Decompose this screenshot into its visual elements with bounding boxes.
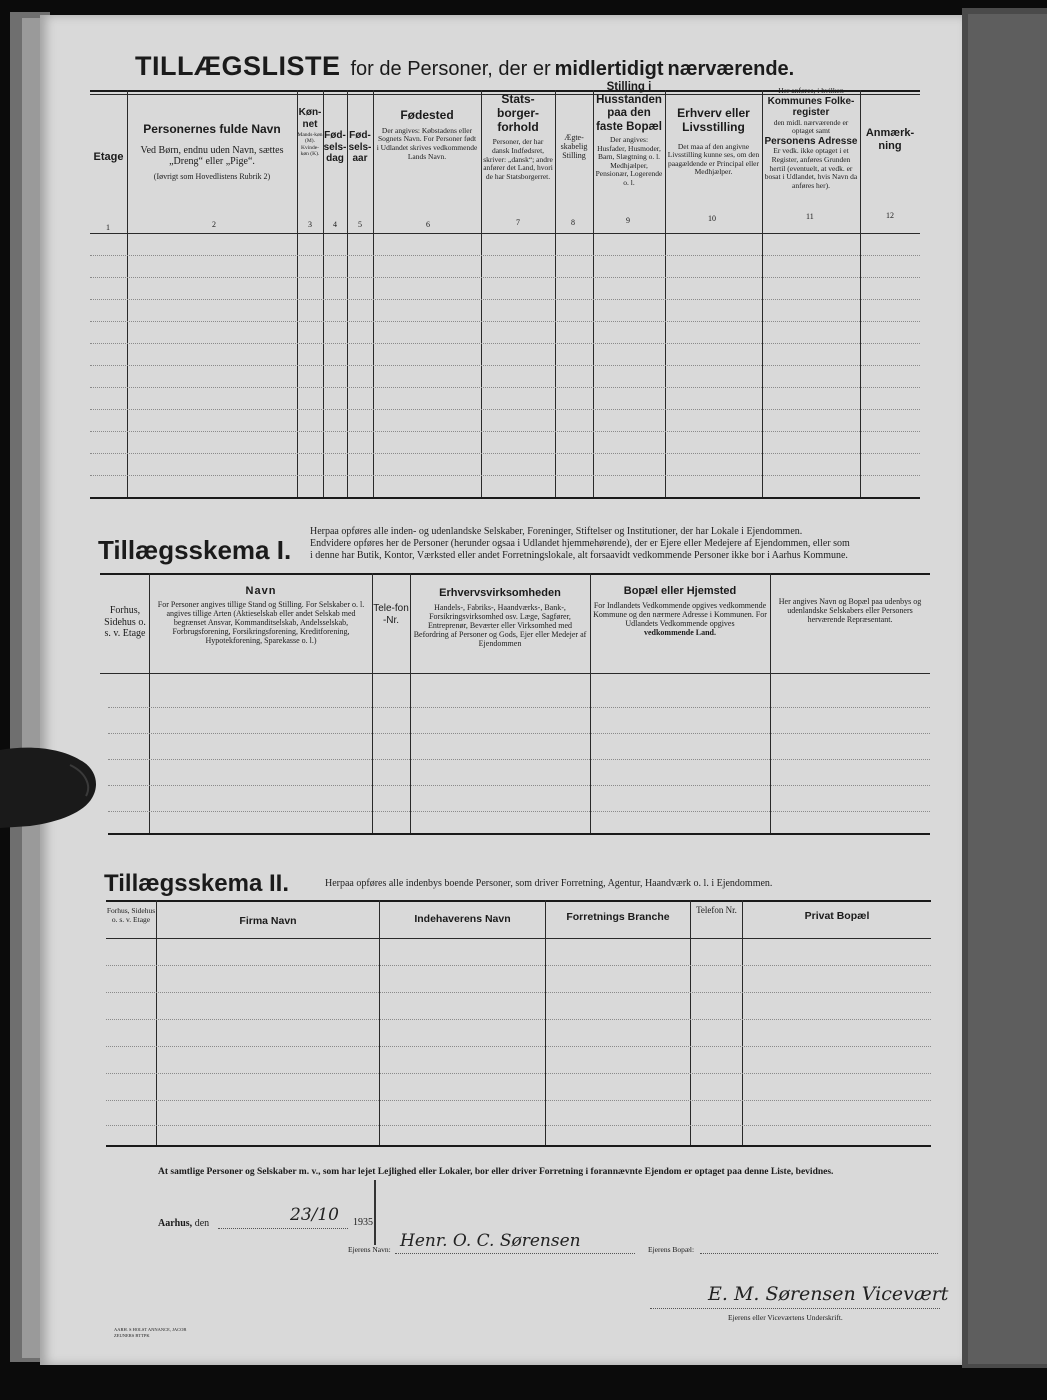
schema2-head-branche: Forretnings Branche: [566, 911, 670, 923]
schema1-head-navn: Navn For Personer angives tillige Stand og Stilling. For Selskaber o. l. angives tillige Arten (Aktieselskab eller andet Selskab med begrænset Ansvar, Kommanditselskab, Andelsselskab, Forbrugsforening, Forsikringsforening, Kreditforening, Hypotekforening, Sparekasse o. l.): [157, 585, 365, 646]
col-num: 1: [106, 223, 110, 232]
list-head-fodselsaar: Fød-sels-aar: [348, 130, 372, 164]
list-row-line: [90, 299, 920, 300]
list-row-line: [90, 387, 920, 388]
footer-year: 1935: [353, 1217, 373, 1228]
col-num: 8: [571, 218, 575, 227]
schema2-head-indehaver: Indehaverens Navn: [414, 913, 511, 925]
list-col-line: [373, 90, 374, 497]
schema2-col-line: [742, 900, 743, 1145]
list-col-line: [481, 90, 482, 497]
title-emph: midlertidigt: [554, 58, 664, 80]
footer-statement: At samtlige Personer og Selskaber m. v., som har lejet Lejlighed eller Lokaler, bor eller driver Forretning i forannævnte Ejendom er optaget paa denne Liste, bevidnes.: [158, 1167, 834, 1177]
list-head-anmaerkning: Anmærk-ning: [865, 127, 915, 152]
schema1-col-line: [149, 573, 150, 833]
schema1-intro: Herpaa opføres alle inden- og udenlandske Selskaber, Foreninger, Stiftelser og Institutioner, der har Lokale i Ejendommen. Endvidere opføres her de Personer (herunder ogsaa i Udlandet hjemmehørende), der er Ejere eller Medejere af Ejendommen, eller som i denne har Butik, Kontor, Værksted eller andet Forretningslokale, alt forsaavidt vedkommende Personer ikke bor i Aarhus Kommune.: [310, 526, 850, 561]
col-num: 6: [426, 220, 430, 229]
list-bottom-rule: [90, 497, 920, 499]
schema2-head-bopael: Privat Bopæl: [804, 910, 870, 922]
list-head-statsborger: Stats-borger-forhold Personer, der har dansk Indfødsret, skriver: „dansk“; andre anfører det Land, hvori de har Statsborgerret.: [483, 92, 553, 181]
schema1-col-line: [590, 573, 591, 833]
pen-stroke: [374, 1180, 376, 1245]
schema2-row-line: [106, 1125, 931, 1126]
list-head-navn: Personernes fulde Navn Ved Børn, endnu uden Navn, sættes „Dreng“ eller „Pige“. (Iøvrigt som Hovedlistens Rubrik 2): [140, 122, 284, 181]
thumb-shape: [0, 740, 112, 840]
schema2-intro: Herpaa opføres alle indenbys boende Personer, som driver Forretning, Agentur, Haandværk o. l. i Ejendommen.: [325, 878, 773, 889]
schema1-head-erhverv: Erhvervsvirksomheden Handels-, Fabriks-, Haandværks-, Bank-, Forsikringsvirksomhed osv. Læge, Sagfører, Entreprenør, Beværter eller Virksomhed med Befordring af Personer og Gods, Ejer eller Medejer af Ejendommen: [413, 587, 587, 649]
title-rest-pre: for de Personer, der er: [350, 58, 551, 80]
list-head-stilling: Stilling i Husstanden paa den faste Bopæl Der angives: Husfader, Husmoder, Barn, Slægtning o. l. Medhjælper, Pensionær, Logerende o. l.: [595, 81, 663, 187]
list-row-line: [90, 343, 920, 344]
owner-name-line: [395, 1253, 635, 1254]
schema2-row-line: [106, 992, 931, 993]
owner-label: Ejerens Navn:: [348, 1245, 391, 1254]
col-num: 5: [358, 220, 362, 229]
schema1-col-line: [410, 573, 411, 833]
col-num: 2: [212, 220, 216, 229]
footer-date-line: [158, 1218, 209, 1229]
col-num: 9: [626, 216, 630, 225]
col-num: 7: [516, 218, 520, 227]
list-row-line: [90, 321, 920, 322]
schema2-bottom-rule: [106, 1145, 931, 1147]
owner-address-label: Ejerens Bopæl:: [648, 1245, 695, 1254]
schema1-bottom-rule: [108, 833, 930, 835]
signature-line: [650, 1308, 940, 1309]
list-head-folkeregister: Her anføres, i hvilken Kommunes Folke-register den midl. nærværende er optaget samt Personens Adresse Er vedk. ikke optaget i et Register, anføres Grunden hertil (eventuelt, at vedk. er bosat i Udlandet, hvis Navn da anføres her).: [764, 86, 858, 190]
schema2-col-line: [690, 900, 691, 1145]
form-page: [40, 15, 962, 1365]
schema1-row-line: [108, 733, 930, 734]
list-head-fodested: Fødested Der angives: Købstadens eller Sognets Navn. For Personer født i Udlandet skrives vedkommende Lands Navn.: [376, 108, 478, 161]
schema1-header-rule: [100, 673, 930, 674]
list-row-line: [90, 409, 920, 410]
list-row-line: [90, 255, 920, 256]
list-head-aegteskab: Ægte-skabelig Stilling: [560, 133, 588, 161]
schema2-row-line: [106, 1046, 931, 1047]
schema2-col-line: [379, 900, 380, 1145]
list-head-fodselsdag: Fød-sels-dag: [323, 130, 347, 164]
schema1-row-line: [108, 707, 930, 708]
schema1-row-line: [108, 785, 930, 786]
schema2-header-rule: [106, 938, 931, 939]
schema1-top-rule: [100, 573, 930, 575]
schema1-title: Tillægsskema I.: [98, 535, 292, 565]
col-num: 10: [708, 214, 716, 223]
schema2-head-firma: Firma Navn: [239, 915, 297, 927]
title-rest-post: nærværende.: [667, 58, 795, 80]
schema1-col-line: [770, 573, 771, 833]
owner-address-line: [700, 1253, 938, 1254]
list-row-line: [90, 475, 920, 476]
list-head-konnet: Køn-net Mands-køn (M). Kvinde-køn (K).: [297, 107, 323, 157]
schema2-head-etage: Forhus, Sidehus o. s. v. Etage: [106, 906, 156, 924]
date-line: [218, 1228, 348, 1229]
handwritten-owner-name: Henr. O. C. Sørensen: [400, 1231, 581, 1251]
schema1-head-repraesentant: Her angives Navn og Bopæl paa udenbys og udenlandske Selskabers eller Personers herværende Repræsentant.: [778, 597, 922, 625]
schema2-top-rule: [106, 900, 931, 902]
title-main: TILLÆGSLISTE: [135, 51, 341, 81]
list-col-line: [593, 90, 594, 497]
schema2-title: Tillægsskema II.: [104, 870, 289, 897]
schema1-row-line: [108, 811, 930, 812]
page-title: [135, 51, 935, 82]
list-head-etage: Etage: [93, 151, 124, 163]
printer-mark: AARH. S HOLST ANNANCE, JACOB ZEUNERS BTTPK: [114, 1327, 187, 1338]
col-num: 12: [886, 211, 894, 220]
col-num: 3: [308, 220, 312, 229]
schema2-row-line: [106, 965, 931, 966]
schema2-head-telefon: Telefon Nr.: [696, 905, 737, 915]
schema1-head-etage: Forhus, Sidehus o. s. v. Etage: [104, 605, 146, 639]
list-row-line: [90, 277, 920, 278]
list-head-erhverv: Erhverv eller Livsstilling Det maa af den angivne Livsstilling kunne ses, om den paagældende er Principal eller Medhjælper.: [667, 106, 760, 177]
schema2-row-line: [106, 1100, 931, 1101]
schema2-row-line: [106, 1073, 931, 1074]
col-num: 11: [806, 212, 814, 221]
handwritten-date: 23/10: [290, 1205, 339, 1225]
schema2-col-line: [545, 900, 546, 1145]
signature-label: Ejerens eller Viceværtens Underskrift.: [728, 1313, 843, 1322]
list-header-rule: [90, 233, 920, 234]
facing-page-inner: [968, 14, 1047, 1364]
schema1-head-bopael: Bopæl eller Hjemsted For Indlandets Vedkommende opgives vedkommende Kommune og den nærmere Adresse i Kommunen. For Udlandets Vedkommende opgives vedkommende Land.: [593, 585, 767, 638]
schema1-row-line: [108, 759, 930, 760]
schema2-row-line: [106, 1019, 931, 1020]
list-row-line: [90, 365, 920, 366]
footer-city: Aarhus,: [158, 1218, 193, 1229]
handwritten-signature: E. M. Sørensen Vicevært: [708, 1283, 949, 1305]
schema1-head-telefon: Tele-fon-Nr.: [373, 603, 409, 626]
schema2-col-line: [156, 900, 157, 1145]
col-num: 4: [333, 220, 337, 229]
list-col-line: [127, 90, 128, 497]
footer-den: den: [194, 1218, 210, 1229]
list-row-line: [90, 431, 920, 432]
list-row-line: [90, 453, 920, 454]
